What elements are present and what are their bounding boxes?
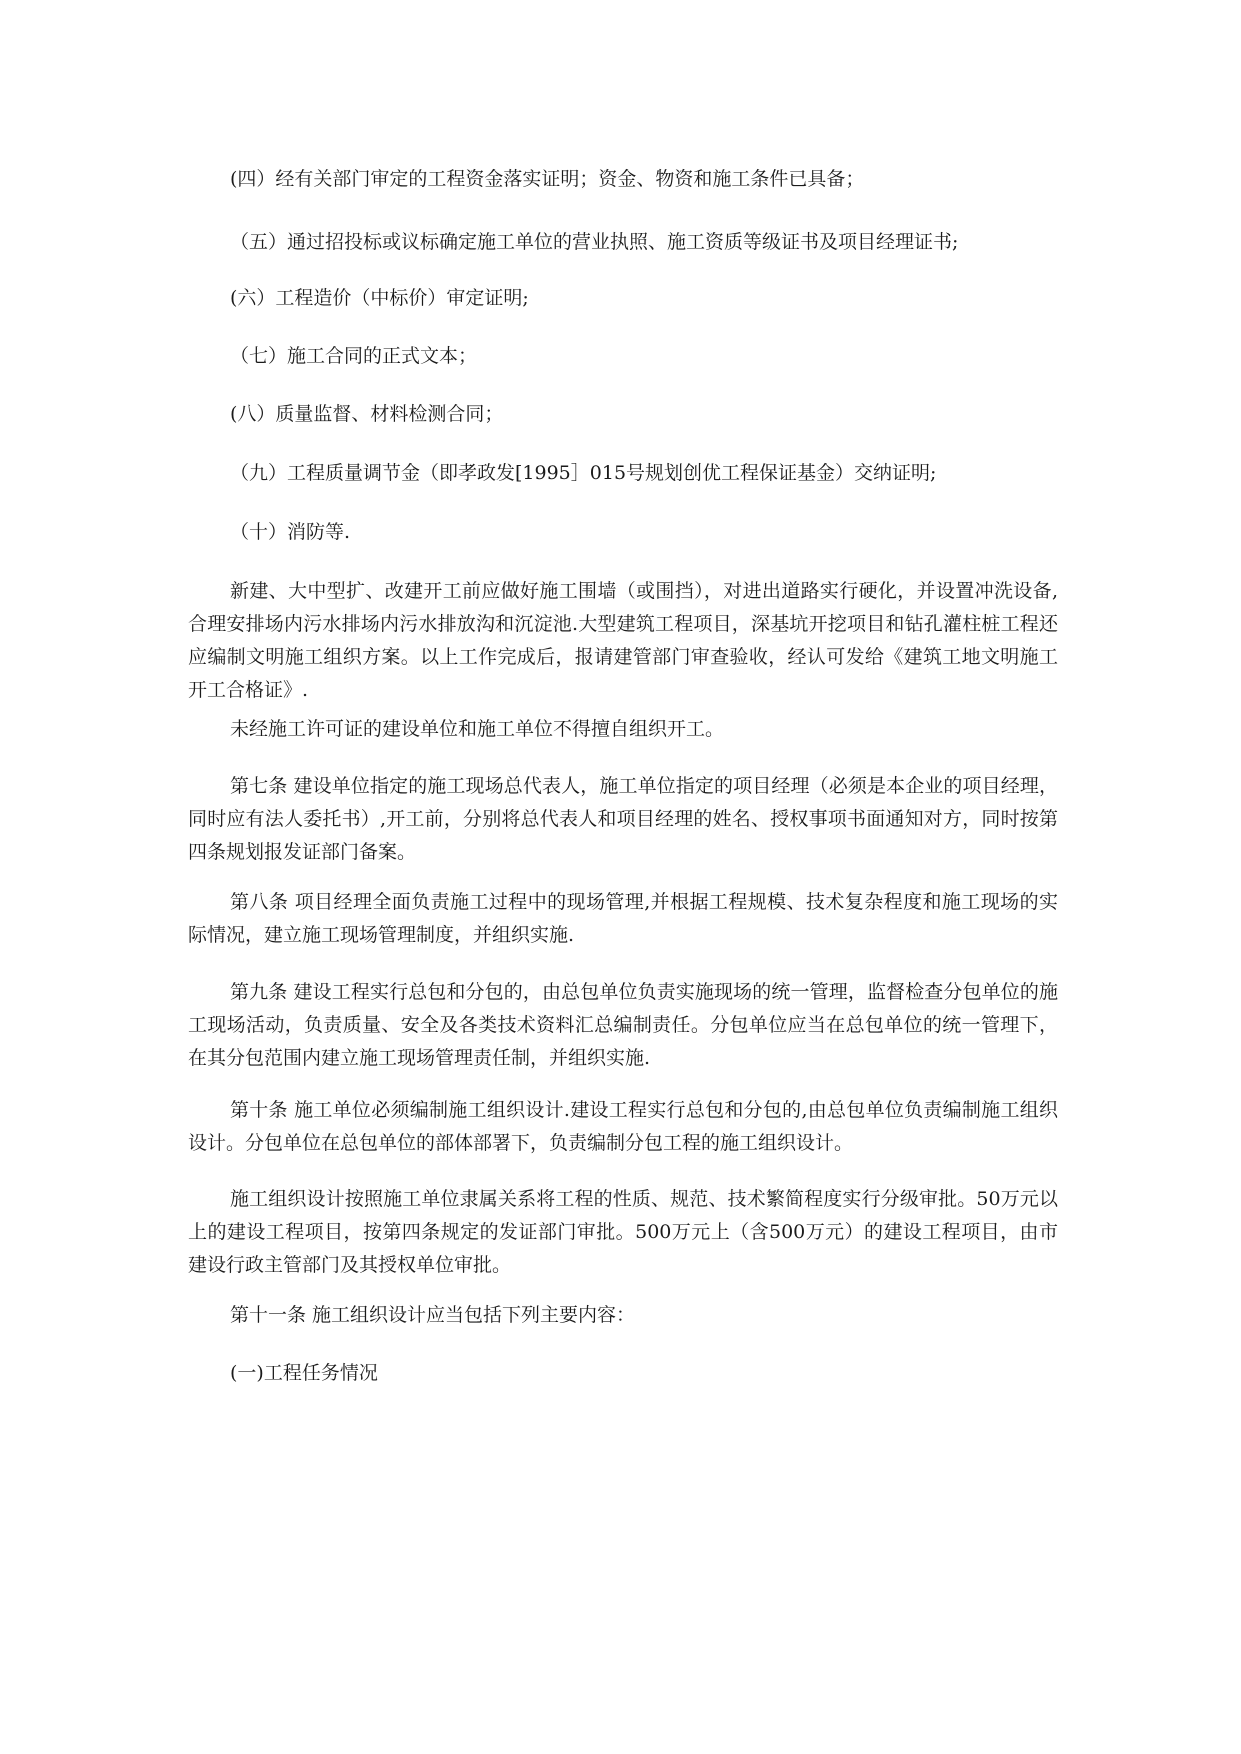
paragraph-design-approval: 施工组织设计按照施工单位隶属关系将工程的性质、规范、技术繁简程度实行分级审批。50万元以上的建设工程项目，按第四条规定的发证部门审批。500万元上（含500万元）的建设工程项目，由市建设行政主管部门及其授权单位审批。	[188, 1188, 1058, 1276]
item-4-funding-proof: (四）经有关部门审定的工程资金落实证明；资金、物资和施工条件已具备；	[230, 168, 865, 190]
item-8-quality-supervision: (八）质量监督、材料检测合同；	[230, 403, 504, 425]
item-9-quality-fund: （九）工程质量调节金（即孝政发[1995］015号规划创优工程保证基金）交纳证明;	[230, 462, 937, 484]
item-10-fire-protection: （十）消防等.	[230, 521, 351, 543]
article-7: 第七条 建设单位指定的施工现场总代表人，施工单位指定的项目经理（必须是本企业的项目经理，同时应有法人委托书）,开工前，分别将总代表人和项目经理的姓名、授权事项书面通知对方，同时按第四条规划报发证部门备案。	[188, 775, 1058, 863]
item-5-bidding-licenses: （五）通过招投标或议标确定施工单位的营业执照、施工资质等级证书及项目经理证书;	[230, 231, 959, 253]
article-11: 第十一条 施工组织设计应当包括下列主要内容：	[230, 1304, 636, 1326]
paragraph-no-permit-no-start: 未经施工许可证的建设单位和施工单位不得擅自组织开工。	[230, 718, 725, 740]
paragraph-civilized-construction: 新建、大中型扩、改建开工前应做好施工围墙（或围挡），对进出道路实行硬化，并设置冲洗设备,合理安排场内污水排场内污水排放沟和沉淀池.大型建筑工程项目，深基坑开挖项目和钻孔灌柱桩工程还应编制文明施工组织方案。以上工作完成后，报请建管部门审查验收，经认可发给《建筑工地文明施工开工合格证》.	[188, 580, 1058, 701]
article-9: 第九条 建设工程实行总包和分包的，由总包单位负责实施现场的统一管理，监督检查分包单位的施工现场活动，负责质量、安全及各类技术资料汇总编制责任。分包单位应当在总包单位的统一管理下，在其分包范围内建立施工现场管理责任制，并组织实施.	[188, 981, 1058, 1069]
article-8: 第八条 项目经理全面负责施工过程中的现场管理,并根据工程规模、技术复杂程度和施工现场的实际情况，建立施工现场管理制度，并组织实施.	[188, 891, 1058, 946]
item-7-contract-text: （七）施工合同的正式文本；	[230, 345, 478, 367]
item-6-cost-approval: (六）工程造价（中标价）审定证明;	[230, 287, 529, 309]
item-1-project-tasks: (一)工程任务情况	[230, 1362, 378, 1384]
article-10: 第十条 施工单位必须编制施工组织设计.建设工程实行总包和分包的,由总包单位负责编制施工组织设计。分包单位在总包单位的部体部署下，负责编制分包工程的施工组织设计。	[188, 1099, 1058, 1154]
